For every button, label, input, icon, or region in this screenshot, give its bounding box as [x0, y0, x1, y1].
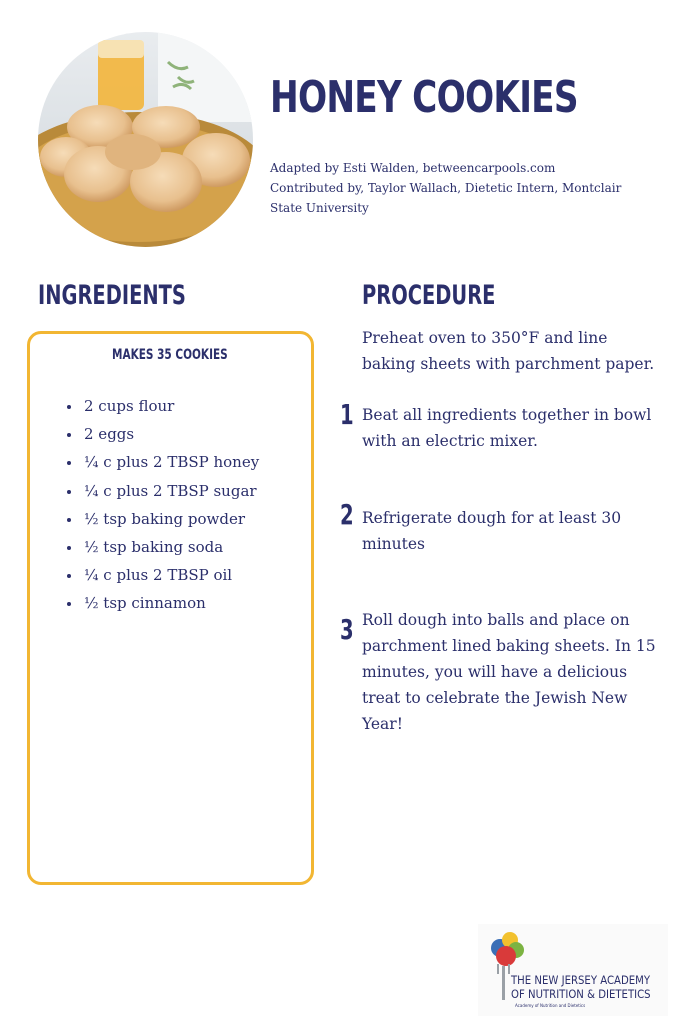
- list-item: • ½ tsp baking soda: [82, 533, 259, 561]
- list-item: • 2 eggs: [82, 420, 259, 448]
- adapted-by-credit: Adapted by Esti Walden, betweencarpools.com: [270, 161, 556, 175]
- recipe-title: HONEY COOKIES: [270, 72, 578, 123]
- recipe-credits: [270, 158, 650, 218]
- step-text: Refrigerate dough for at least 30 minutes: [362, 509, 622, 553]
- logo-name: [511, 973, 651, 1001]
- contributed-by-credit: Contributed by, Taylor Wallach, Dietetic Intern, Montclair State University: [270, 181, 622, 215]
- step-number: 1: [340, 398, 354, 431]
- procedure-intro: Preheat oven to 350°F and line baking sheets with parchment paper.: [362, 329, 655, 373]
- step-number: 3: [340, 613, 354, 646]
- step-text: Beat all ingredients together in bowl with an electric mixer.: [362, 406, 652, 450]
- ingredients-list: [62, 392, 259, 618]
- list-item: • 2 cups flour: [82, 392, 259, 420]
- step-number: 2: [340, 498, 354, 531]
- list-item: • ½ tsp cinnamon: [82, 589, 259, 617]
- step-text: Roll dough into balls and place on parchment lined baking sheets. In 15 minutes, you will have a delicious treat to celebrate the Jewish New Year!: [362, 611, 656, 733]
- yield-label: MAKES 35 COOKIES: [112, 347, 228, 363]
- ingredients-heading: INGREDIENTS: [38, 280, 186, 311]
- list-item: • ¼ c plus 2 TBSP oil: [82, 561, 259, 589]
- logo-line-1: THE NEW JERSEY ACADEMY: [511, 973, 651, 987]
- ingredients-box: [27, 331, 314, 885]
- cookies-plate-illustration: [38, 32, 253, 247]
- honey-cookies-photo: [38, 32, 253, 247]
- logo-line-2: OF NUTRITION & DIETETICS: [511, 987, 651, 1001]
- logo-subtext: Academy of Nutrition and Dietetics: [515, 1003, 586, 1008]
- list-item: • ¼ c plus 2 TBSP honey: [82, 448, 259, 476]
- list-item: • ½ tsp baking powder: [82, 505, 259, 533]
- nj-academy-logo: [478, 924, 668, 1016]
- procedure-heading: PROCEDURE: [362, 280, 496, 311]
- list-item: • ¼ c plus 2 TBSP sugar: [82, 477, 259, 505]
